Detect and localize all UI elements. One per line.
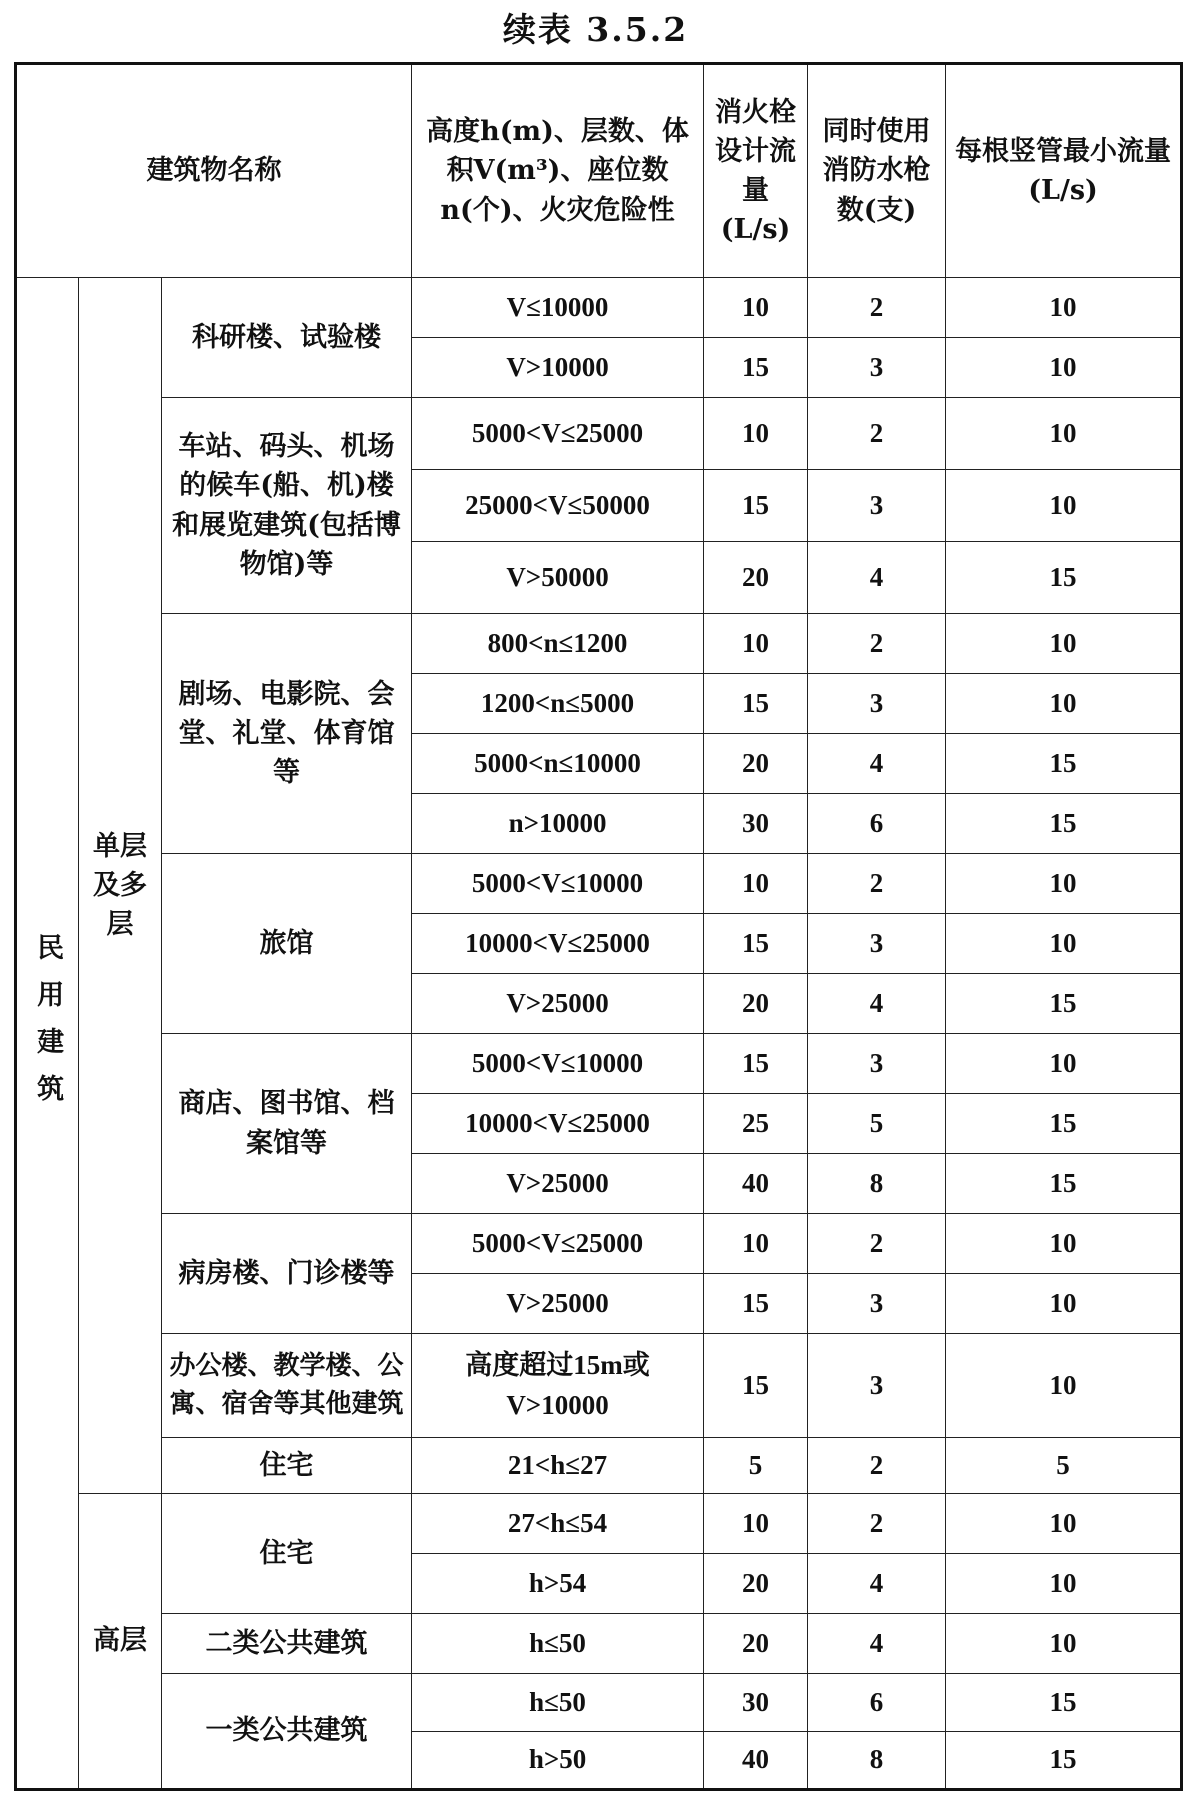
guns-cell: 3 (808, 470, 946, 542)
flow-cell: 10 (704, 398, 808, 470)
guns-cell: 3 (808, 1274, 946, 1334)
criteria-cell: V>10000 (412, 338, 704, 398)
min-flow-cell: 10 (946, 1214, 1182, 1274)
table-row (16, 854, 1182, 914)
guns-cell: 8 (808, 1154, 946, 1214)
criteria-cell: V>50000 (412, 542, 704, 614)
group-name: 住宅 (162, 1438, 412, 1494)
guns-cell: 2 (808, 614, 946, 674)
category-label: 民用建筑 (32, 933, 64, 1122)
header-criteria: 高度h(m)、层数、体积V(m³)、座位数n(个)、火灾危险性 (412, 64, 704, 278)
criteria-cell: 25000<V≤50000 (412, 470, 704, 542)
guns-cell: 2 (808, 1494, 946, 1554)
table-row (16, 398, 1182, 470)
subcategory-cell: 高层 (79, 1494, 162, 1790)
min-flow-cell: 15 (946, 1674, 1182, 1732)
table-row (16, 614, 1182, 674)
guns-cell: 2 (808, 398, 946, 470)
guns-cell: 4 (808, 974, 946, 1034)
header-design-flow: 消火栓设计流量(L/s) (704, 64, 808, 278)
criteria-cell: h≤50 (412, 1614, 704, 1674)
guns-cell: 4 (808, 1614, 946, 1674)
min-flow-cell: 10 (946, 1554, 1182, 1614)
criteria-cell: 27<h≤54 (412, 1494, 704, 1554)
min-flow-cell: 15 (946, 1154, 1182, 1214)
criteria-cell: 800<n≤1200 (412, 614, 704, 674)
group-name: 科研楼、试验楼 (162, 278, 412, 398)
min-flow-cell: 15 (946, 542, 1182, 614)
guns-cell: 8 (808, 1732, 946, 1790)
flow-cell: 5 (704, 1438, 808, 1494)
group-name: 车站、码头、机场的候车(船、机)楼和展览建筑(包括博物馆)等 (162, 398, 412, 614)
min-flow-cell: 5 (946, 1438, 1182, 1494)
group-name: 病房楼、门诊楼等 (162, 1214, 412, 1334)
table-title: 续表 3.5.2 (502, 10, 689, 49)
min-flow-cell: 10 (946, 1274, 1182, 1334)
flow-cell: 40 (704, 1154, 808, 1214)
guns-cell: 3 (808, 914, 946, 974)
flow-cell: 20 (704, 974, 808, 1034)
guns-cell: 3 (808, 1334, 946, 1438)
flow-cell: 20 (704, 1554, 808, 1614)
guns-cell: 3 (808, 338, 946, 398)
min-flow-cell: 10 (946, 1494, 1182, 1554)
flow-cell: 40 (704, 1732, 808, 1790)
min-flow-cell: 10 (946, 1334, 1182, 1438)
criteria-cell: n>10000 (412, 794, 704, 854)
flow-cell: 30 (704, 794, 808, 854)
min-flow-cell: 10 (946, 470, 1182, 542)
guns-cell: 2 (808, 1214, 946, 1274)
flow-cell: 15 (704, 338, 808, 398)
criteria-cell: V≤10000 (412, 278, 704, 338)
flow-cell: 10 (704, 278, 808, 338)
criteria-cell: 高度超过15m或V>10000 (412, 1334, 704, 1438)
fire-hydrant-flow-table (14, 62, 1183, 1791)
table-row (16, 1214, 1182, 1274)
table-row (16, 1034, 1182, 1094)
subcategory-cell: 单层及多层 (79, 278, 162, 1494)
criteria-cell: V>25000 (412, 1274, 704, 1334)
flow-cell: 10 (704, 1214, 808, 1274)
min-flow-cell: 10 (946, 614, 1182, 674)
criteria-cell: h≤50 (412, 1674, 704, 1732)
criteria-cell: 1200<n≤5000 (412, 674, 704, 734)
flow-cell: 15 (704, 1034, 808, 1094)
min-flow-cell: 15 (946, 1732, 1182, 1790)
min-flow-cell: 15 (946, 734, 1182, 794)
group-name: 一类公共建筑 (162, 1674, 412, 1790)
table-row (16, 1614, 1182, 1674)
group-name: 旅馆 (162, 854, 412, 1034)
flow-cell: 25 (704, 1094, 808, 1154)
min-flow-cell: 15 (946, 794, 1182, 854)
min-flow-cell: 10 (946, 398, 1182, 470)
flow-cell: 15 (704, 674, 808, 734)
flow-cell: 30 (704, 1674, 808, 1732)
header-min-riser-flow: 每根竖管最小流量(L/s) (946, 64, 1182, 278)
guns-cell: 3 (808, 674, 946, 734)
criteria-cell: 5000<n≤10000 (412, 734, 704, 794)
flow-cell: 15 (704, 1334, 808, 1438)
min-flow-cell: 10 (946, 338, 1182, 398)
min-flow-cell: 15 (946, 974, 1182, 1034)
table-row (16, 1674, 1182, 1732)
group-name: 商店、图书馆、档案馆等 (162, 1034, 412, 1214)
guns-cell: 6 (808, 1674, 946, 1732)
min-flow-cell: 10 (946, 278, 1182, 338)
flow-cell: 20 (704, 542, 808, 614)
guns-cell: 2 (808, 1438, 946, 1494)
header-building-name: 建筑物名称 (16, 64, 412, 278)
header-simultaneous-guns: 同时使用消防水枪数(支) (808, 64, 946, 278)
criteria-cell: 5000<V≤10000 (412, 1034, 704, 1094)
guns-cell: 3 (808, 1034, 946, 1094)
group-name: 办公楼、教学楼、公寓、宿舍等其他建筑 (162, 1334, 412, 1438)
guns-cell: 5 (808, 1094, 946, 1154)
criteria-cell: h>54 (412, 1554, 704, 1614)
flow-cell: 10 (704, 854, 808, 914)
min-flow-cell: 10 (946, 674, 1182, 734)
table-row (16, 278, 1182, 338)
criteria-cell: h>50 (412, 1732, 704, 1790)
group-name: 剧场、电影院、会堂、礼堂、体育馆等 (162, 614, 412, 854)
min-flow-cell: 10 (946, 1614, 1182, 1674)
flow-cell: 10 (704, 614, 808, 674)
min-flow-cell: 10 (946, 854, 1182, 914)
criteria-cell: V>25000 (412, 1154, 704, 1214)
min-flow-cell: 10 (946, 914, 1182, 974)
table-row (16, 1438, 1182, 1494)
flow-cell: 10 (704, 1494, 808, 1554)
guns-cell: 2 (808, 854, 946, 914)
guns-cell: 4 (808, 542, 946, 614)
criteria-cell: 5000<V≤25000 (412, 1214, 704, 1274)
flow-cell: 15 (704, 914, 808, 974)
criteria-cell: V>25000 (412, 974, 704, 1034)
table-row (16, 1494, 1182, 1554)
guns-cell: 6 (808, 794, 946, 854)
group-name: 二类公共建筑 (162, 1614, 412, 1674)
guns-cell: 4 (808, 734, 946, 794)
criteria-cell: 5000<V≤25000 (412, 398, 704, 470)
flow-cell: 15 (704, 470, 808, 542)
group-name: 住宅 (162, 1494, 412, 1614)
flow-cell: 15 (704, 1274, 808, 1334)
guns-cell: 4 (808, 1554, 946, 1614)
category-cell (16, 278, 79, 1790)
flow-cell: 20 (704, 1614, 808, 1674)
min-flow-cell: 10 (946, 1034, 1182, 1094)
flow-cell: 20 (704, 734, 808, 794)
guns-cell: 2 (808, 278, 946, 338)
criteria-cell: 21<h≤27 (412, 1438, 704, 1494)
criteria-cell: 10000<V≤25000 (412, 914, 704, 974)
min-flow-cell: 15 (946, 1094, 1182, 1154)
criteria-cell: 5000<V≤10000 (412, 854, 704, 914)
criteria-cell: 10000<V≤25000 (412, 1094, 704, 1154)
table-row (16, 1334, 1182, 1438)
header-row (16, 64, 1182, 278)
